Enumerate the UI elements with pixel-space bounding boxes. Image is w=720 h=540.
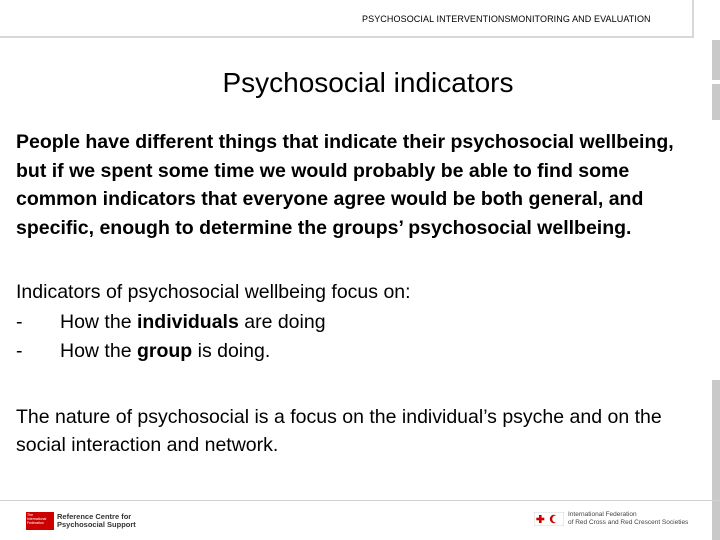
indicators-lead: Indicators of psychosocial wellbeing focus on:	[16, 281, 411, 303]
logo-box: The International Federation	[26, 512, 54, 530]
indicators-block	[16, 278, 706, 367]
header-section-a: PSYCHOSOCIAL INTERVENTIONS	[362, 14, 511, 24]
page-title: Psychosocial indicators	[222, 67, 514, 98]
reference-centre-logo	[26, 512, 136, 530]
list-item	[16, 337, 706, 367]
bullet-emphasis: group	[136, 340, 193, 362]
side-tab-bottom	[712, 380, 720, 540]
intro-paragraph: People have different things that indicate their psychosocial wellbeing, but if we spent some time we would probably be able to find some common indicators that everyone agree would be both general, and specific, enough to determine the groups’ psychosocial wellbeing.	[16, 131, 674, 239]
header-vertical-divider	[692, 0, 694, 38]
bullet-text: How the group is doing.	[60, 340, 271, 362]
header-section-b: MONITORING AND EVALUATION	[510, 14, 651, 24]
header-divider	[0, 36, 694, 38]
bullet-dash: -	[16, 340, 23, 362]
slide-body	[16, 128, 706, 460]
bullet-dash: -	[16, 310, 23, 333]
header-breadcrumb	[362, 14, 651, 24]
bullet-text: How the individuals are doing	[60, 310, 326, 333]
ifrc-logo	[534, 511, 688, 526]
list-item	[16, 308, 706, 338]
footer-divider	[0, 500, 720, 501]
ifrc-logo-text: International Federation of Red Cross and Red Crescent Societies	[568, 511, 689, 526]
logo-text: Reference Centre for Psychosocial Support	[57, 512, 136, 529]
nature-paragraph: The nature of psychosocial is a focus on the individual’s psyche and on the social interaction and network.	[16, 405, 662, 456]
bullet-emphasis: individuals	[136, 310, 239, 333]
red-cross-crescent-icon	[534, 512, 564, 526]
